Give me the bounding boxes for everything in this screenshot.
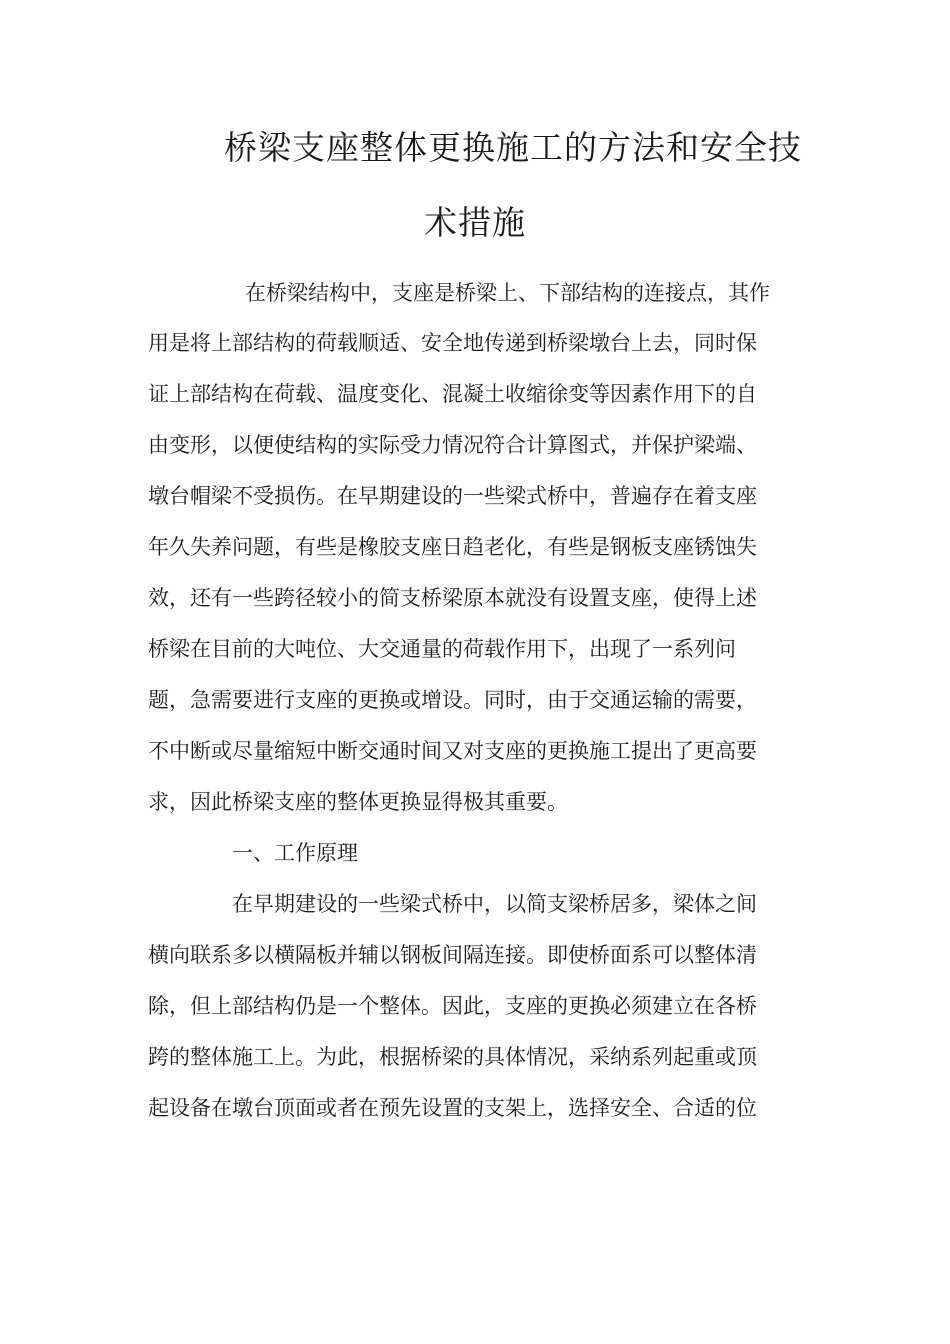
document-title-line-2: 术措施 [424, 203, 526, 242]
text-line-5: 墩台帽梁不受损伤。在早期建设的一些梁式桥中，普遍存在着支座 [148, 484, 757, 508]
text-line-11: 求，因此桥梁支座的整体更换显得极其重要。 [148, 790, 568, 814]
text-line-9: 题，急需要进行支座的更换或增设。同时，由于交通运输的需要， [148, 688, 757, 712]
text-line-3: 证上部结构在荷载、温度变化、混凝土收缩徐变等因素作用下的自 [148, 382, 757, 406]
text-line-13: 在早期建设的一些梁式桥中，以简支梁桥居多，梁体之间 [232, 892, 757, 916]
text-line-16: 跨的整体施工上。为此，根据桥梁的具体情况，采纳系列起重或顶 [148, 1045, 757, 1069]
text-line-15: 除，但上部结构仍是一个整体。因此，支座的更换必须建立在各桥 [148, 994, 757, 1018]
section-heading: 一、工作原理 [232, 841, 358, 865]
text-line-2: 用是将上部结构的荷载顺适、安全地传递到桥梁墩台上去，同时保 [148, 331, 757, 355]
text-line-14: 横向联系多以横隔板并辅以钢板间隔连接。即使桥面系可以整体清 [148, 943, 757, 967]
document-title-line-1: 桥梁支座整体更换施工的方法和安全技 [224, 128, 802, 167]
text-line-1: 在桥梁结构中，支座是桥梁上、下部结构的连接点，其作 [245, 281, 770, 305]
text-line-8: 桥梁在目前的大吨位、大交通量的荷载作用下，出现了一系列问 [148, 637, 736, 661]
text-line-17: 起设备在墩台顶面或者在预先设置的支架上，选择安全、合适的位 [148, 1096, 757, 1120]
text-line-7: 效，还有一些跨径较小的简支桥梁原本就没有设置支座，使得上述 [148, 586, 757, 610]
text-line-4: 由变形，以便使结构的实际受力情况符合计算图式，并保护梁端、 [148, 433, 757, 457]
text-line-6: 年久失养问题，有些是橡胶支座日趋老化，有些是钢板支座锈蚀失 [148, 535, 757, 559]
text-line-10: 不中断或尽量缩短中断交通时间又对支座的更换施工提出了更高要 [148, 739, 757, 763]
